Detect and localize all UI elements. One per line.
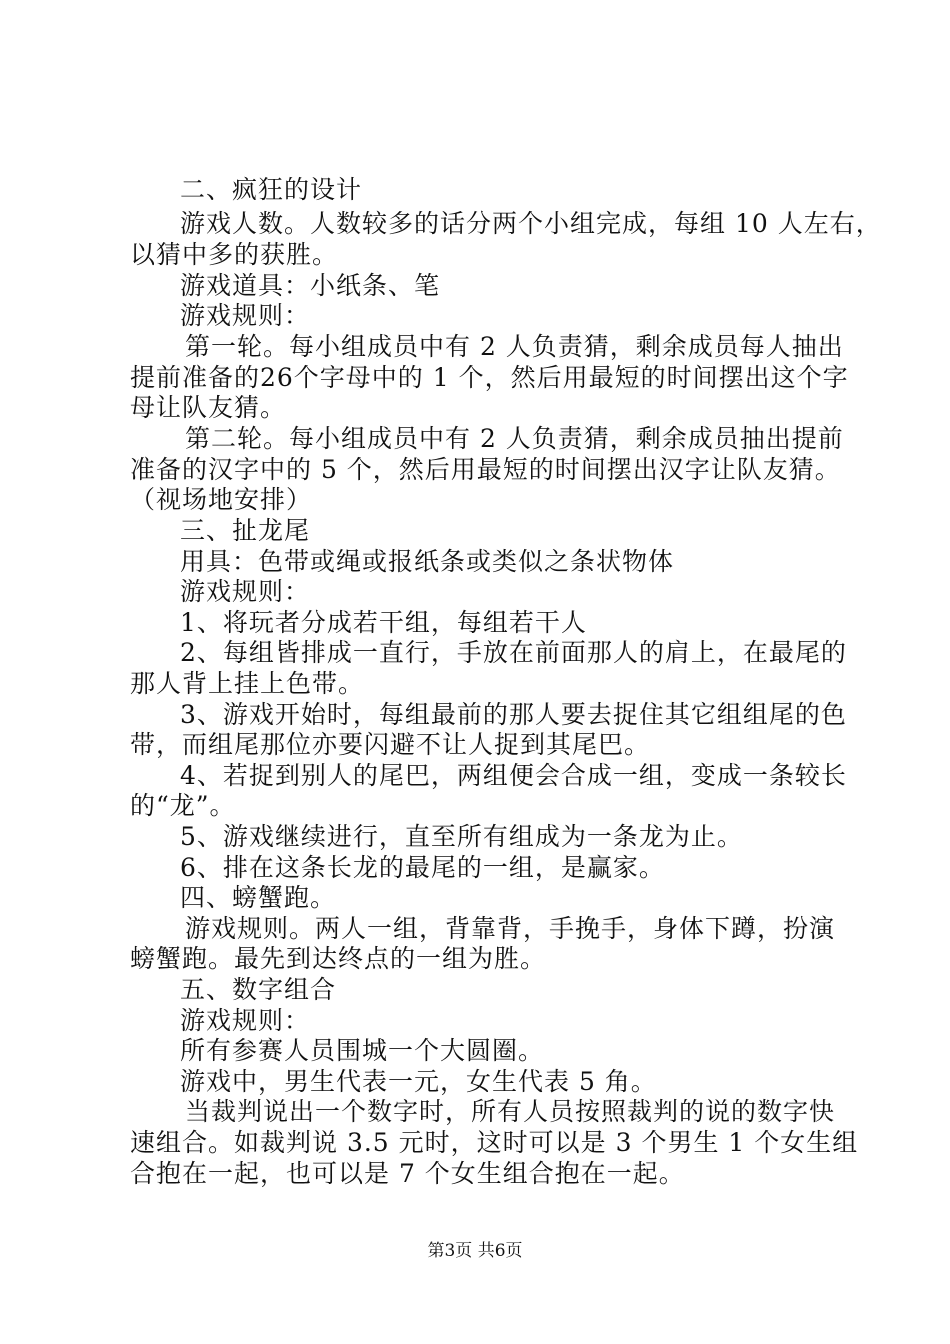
heading-dragon-tail: 三、扯龙尾: [180, 516, 311, 545]
paragraph-line: 游戏中，男生代表一元，女生代表 5 角。: [180, 1067, 657, 1096]
paragraph-line: 1、将玩者分成若干组，每组若干人: [180, 608, 587, 637]
paragraph-line: 第二轮。每小组成员中有 2 人负责猜，剩余成员抽出提前: [185, 424, 844, 453]
paragraph-line: 提前准备的26个字母中的 1 个，然后用最短的时间摆出这个字: [130, 363, 849, 392]
paragraph-line: 第一轮。每小组成员中有 2 人负责猜，剩余成员每人抽出: [185, 332, 844, 361]
paragraph-line: 3、游戏开始时，每组最前的那人要去捉住其它组组尾的色: [180, 700, 847, 729]
paragraph-line: 当裁判说出一个数字时，所有人员按照裁判的说的数字快: [185, 1097, 836, 1126]
paragraph-line: 2、每组皆排成一直行，手放在前面那人的肩上，在最尾的: [180, 638, 847, 667]
page-footer: 第3页 共6页: [427, 1241, 523, 1261]
paragraph-line: 6、排在这条长龙的最尾的一组，是赢家。: [180, 853, 665, 882]
paragraph-line: 准备的汉字中的 5 个，然后用最短的时间摆出汉字让队友猜。: [130, 455, 841, 484]
paragraph-line: 速组合。如裁判说 3.5 元时，这时可以是 3 个男生 1 个女生组: [130, 1128, 859, 1157]
paragraph-line: 那人背上挂上色带。: [130, 669, 365, 698]
heading-crazy-design: 二、疯狂的设计: [180, 175, 363, 204]
paragraph-line: 游戏规则：: [180, 1006, 311, 1035]
paragraph-line: （视场地安排）: [130, 485, 313, 514]
paragraph-line: 合抱在一起，也可以是 7 个女生组合抱在一起。: [130, 1159, 685, 1188]
paragraph-line: 4、若捉到别人的尾巴，两组便会合成一组，变成一条较长: [180, 761, 847, 790]
paragraph-line: 用具：色带或绳或报纸条或类似之条状物体: [180, 547, 675, 576]
paragraph-line: 游戏规则：: [180, 301, 311, 330]
paragraph-line: 以猜中多的获胜。: [130, 240, 339, 269]
paragraph-line: 的“龙”。: [130, 791, 236, 820]
paragraph-line: 5、游戏继续进行，直至所有组成为一条龙为止。: [180, 822, 743, 851]
paragraph-line: 母让队友猜。: [130, 393, 287, 422]
paragraph-line: 游戏道具：小纸条、笔: [180, 271, 441, 300]
paragraph-line: 带，而组尾那位亦要闪避不让人捉到其尾巴。: [130, 730, 651, 759]
paragraph-line: 游戏人数。人数较多的话分两个小组完成，每组 10 人左右，: [180, 209, 882, 238]
paragraph-line: 螃蟹跑。最先到达终点的一组为胜。: [130, 944, 547, 973]
heading-crab-run: 四、螃蟹跑。: [180, 883, 337, 912]
paragraph-line: 游戏规则。两人一组，背靠背，手挽手，身体下蹲，扮演: [185, 914, 836, 943]
paragraph-line: 所有参赛人员围城一个大圆圈。: [180, 1036, 545, 1065]
heading-number-combo: 五、数字组合: [180, 975, 337, 1004]
paragraph-line: 游戏规则：: [180, 577, 311, 606]
